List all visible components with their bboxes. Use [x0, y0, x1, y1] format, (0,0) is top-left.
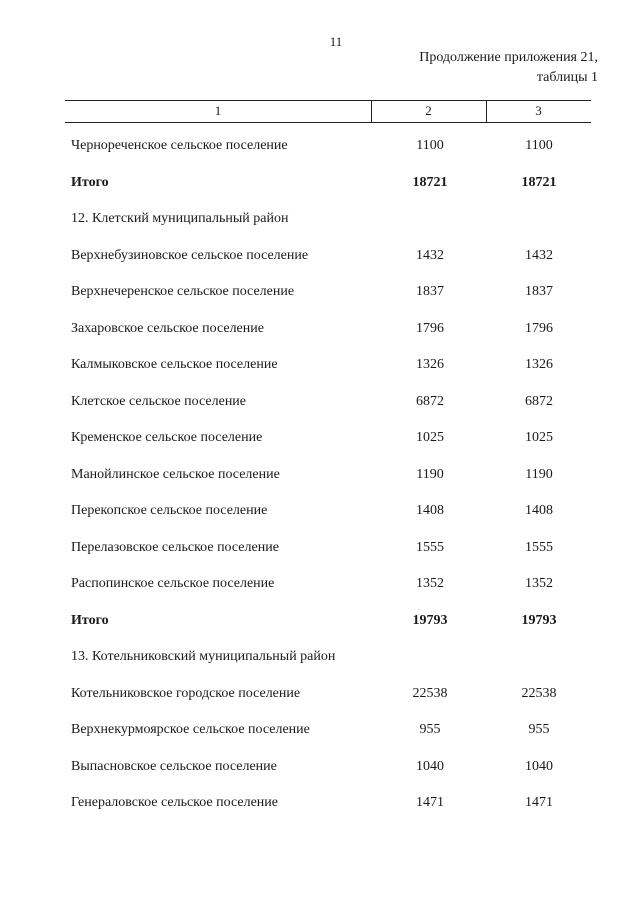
row-value-col-2: 19793 — [412, 613, 448, 628]
row-name: Чернореченское сельское поселение — [71, 138, 288, 153]
header-bottom-rule — [65, 122, 591, 123]
section-heading-row — [0, 211, 640, 231]
total-row — [0, 613, 640, 633]
table-row — [0, 540, 640, 560]
row-value-col-2: 1837 — [416, 284, 444, 299]
row-value-col-3: 1025 — [525, 430, 553, 445]
row-value-col-2: 955 — [419, 722, 441, 737]
row-value-col-3: 1352 — [525, 576, 553, 591]
row-value-col-3: 955 — [528, 722, 550, 737]
row-value-col-3: 1432 — [525, 248, 553, 263]
table-row — [0, 686, 640, 706]
row-value-col-2: 1040 — [416, 759, 444, 774]
table-row — [0, 503, 640, 523]
table-row — [0, 722, 640, 742]
table-row — [0, 284, 640, 304]
row-value-col-2: 1432 — [416, 248, 444, 263]
table-row — [0, 357, 640, 377]
header-col-3: 3 — [535, 103, 542, 118]
table-row — [0, 576, 640, 596]
row-value-col-2: 1471 — [416, 795, 444, 810]
row-name: Распопинское сельское поселение — [71, 576, 275, 591]
row-value-col-3: 1555 — [525, 540, 553, 555]
section-heading-row — [0, 649, 640, 669]
row-value-col-3: 19793 — [521, 613, 557, 628]
row-name: Верхнебузиновское сельское поселение — [71, 248, 309, 263]
row-name: Верхнечеренское сельское поселение — [71, 284, 295, 299]
table-row — [0, 248, 640, 268]
row-value-col-2: 6872 — [416, 394, 444, 409]
table-row — [0, 394, 640, 414]
row-value-col-2: 1100 — [416, 138, 444, 153]
table-row — [0, 467, 640, 487]
row-name: Захаровское сельское поселение — [71, 321, 264, 336]
row-value-col-3: 1837 — [525, 284, 553, 299]
row-value-col-3: 1471 — [525, 795, 553, 810]
row-value-col-3: 1100 — [525, 138, 553, 153]
row-value-col-3: 1190 — [525, 467, 553, 482]
row-name: Итого — [71, 175, 109, 190]
table-row — [0, 759, 640, 779]
row-value-col-2: 1190 — [416, 467, 444, 482]
row-value-col-2: 1025 — [416, 430, 444, 445]
row-value-col-3: 18721 — [521, 175, 557, 190]
row-name: Манойлинское сельское поселение — [71, 467, 280, 482]
header-top-rule — [65, 100, 591, 101]
row-name: Кременское сельское поселение — [71, 430, 263, 445]
section-title: 12. Клетский муниципальный район — [71, 211, 289, 226]
row-value-col-2: 1796 — [416, 321, 444, 336]
row-value-col-3: 1408 — [525, 503, 553, 518]
header-col-1: 1 — [214, 103, 222, 118]
row-value-col-2: 1326 — [416, 357, 444, 372]
row-value-col-2: 1555 — [416, 540, 444, 555]
row-value-col-3: 22538 — [521, 686, 557, 701]
row-value-col-2: 1352 — [416, 576, 444, 591]
row-value-col-2: 22538 — [412, 686, 448, 701]
section-title: 13. Котельниковский муниципальный район — [71, 649, 336, 664]
row-name: Перелазовское сельское поселение — [71, 540, 279, 555]
row-value-col-2: 1408 — [416, 503, 444, 518]
continuation-subtitle: таблицы 1 — [536, 70, 598, 85]
row-name: Клетское сельское поселение — [71, 394, 247, 409]
row-value-col-3: 1326 — [525, 357, 553, 372]
header-col-2: 2 — [425, 103, 432, 118]
table-row — [0, 795, 640, 815]
table-row — [0, 321, 640, 341]
row-name: Перекопское сельское поселение — [71, 503, 268, 518]
row-name: Генераловское сельское поселение — [71, 795, 278, 810]
table-row — [0, 138, 640, 158]
row-name: Итого — [71, 613, 109, 628]
table-row — [0, 430, 640, 450]
continuation-title: Продолжение приложения 21, — [419, 50, 598, 65]
row-value-col-3: 1796 — [525, 321, 553, 336]
row-name: Калмыковское сельское поселение — [71, 357, 278, 372]
row-name: Верхнекурмоярское сельское поселение — [71, 722, 310, 737]
table-header — [65, 100, 591, 122]
total-row — [0, 175, 640, 195]
row-value-col-2: 18721 — [412, 175, 448, 190]
row-name: Котельниковское городское поселение — [71, 686, 301, 701]
row-value-col-3: 6872 — [525, 394, 553, 409]
row-value-col-3: 1040 — [525, 759, 553, 774]
row-name: Выпасновское сельское поселение — [71, 759, 277, 774]
page-number: 11 — [329, 34, 343, 49]
